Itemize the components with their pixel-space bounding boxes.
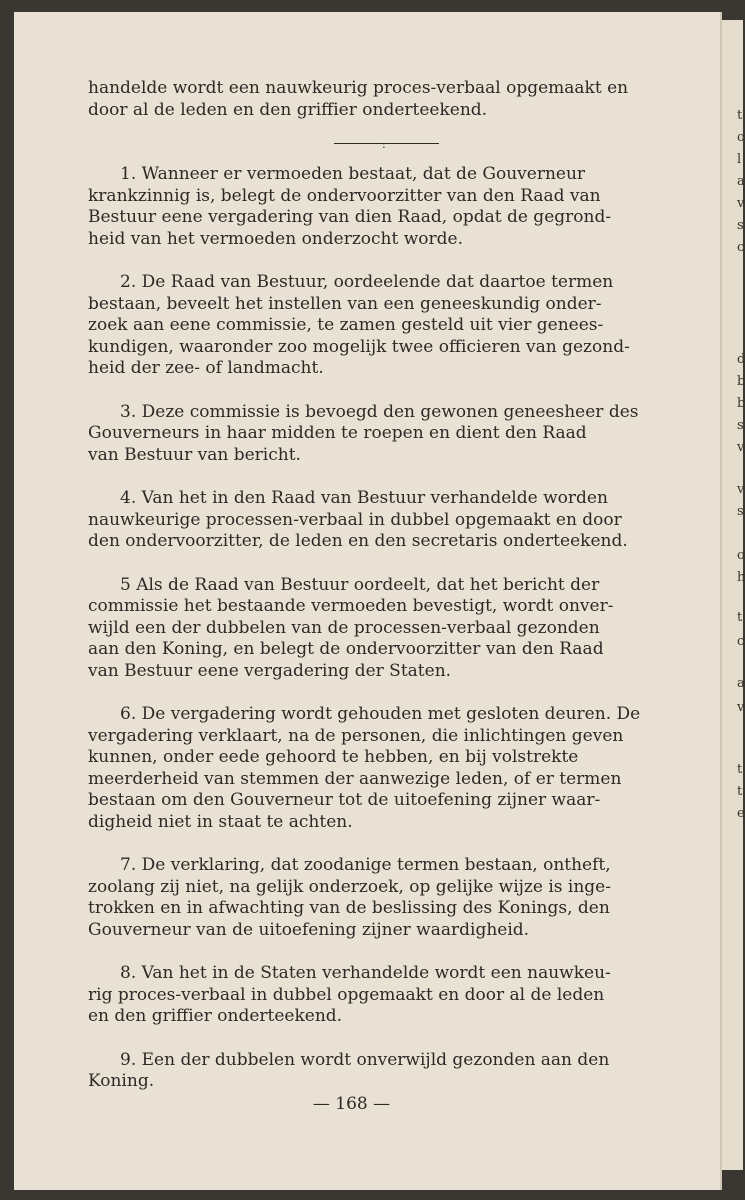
text-line: 2. De Raad van Bestuur, oordeelende dat daartoe termen	[120, 272, 614, 292]
edge-letter: d	[737, 352, 745, 367]
text-line: 3. Deze commissie is bevoegd den gewonen geneesheer des	[120, 401, 639, 422]
article-paragraph	[88, 855, 698, 941]
text-line: heid van het vermoeden onderzocht worde.	[88, 228, 463, 249]
text-line: 7. De verklaring, dat zoodanige termen bestaan, ontheft,	[120, 855, 611, 875]
text-line: zoolang zij niet, na gelijk onderzoek, op gelijke wijze is inge-	[88, 876, 611, 897]
text-line: commissie het bestaande vermoeden bevestigt, wordt onver-	[88, 596, 614, 616]
edge-letter: l	[737, 152, 742, 167]
text-line: trokken en in afwachting van de beslissing des Konings, den	[88, 898, 610, 918]
text-line: krankzinnig is, belegt de ondervoorzitter van den Raad van	[88, 185, 601, 206]
text-line: Koning.	[88, 1071, 155, 1091]
text-line: 6. De vergadering wordt gehouden met gesloten deuren. De	[120, 704, 641, 724]
edge-letter: v	[737, 700, 745, 715]
page-footer	[0, 1094, 743, 1114]
article-paragraph	[88, 402, 698, 467]
edge-letter: o	[737, 130, 745, 145]
edge-letter: v	[737, 196, 745, 211]
article-paragraph	[88, 575, 698, 683]
edge-letter: v	[737, 482, 745, 497]
article-paragraph	[88, 704, 698, 833]
article-paragraph	[88, 488, 698, 553]
text-line: wijld een der dubbelen van de processen-verbaal gezonden	[88, 617, 600, 638]
text-line: digheid niet in staat te achten.	[88, 811, 353, 832]
text-line: rig proces-verbaal in dubbel opgemaakt en door al de leden	[88, 984, 605, 1005]
edge-letter: b	[737, 396, 745, 411]
text-line: vergadering verklaart, na de personen, die inlichtingen geven	[88, 725, 624, 746]
text-line: kundigen, waaronder zoo mogelijk twee officieren van gezond-	[88, 336, 630, 357]
page-text	[88, 78, 698, 1115]
edge-letter: s	[737, 418, 744, 433]
text-line: den ondervoorzitter, de leden en den secretaris onderteekend.	[88, 531, 628, 551]
edge-letter: h	[737, 570, 745, 585]
text-line: Bestuur eene vergadering van dien Raad, opdat de gegrond-	[88, 207, 612, 227]
text-line: bestaan, beveelt het instellen van een geneeskundig onder-	[88, 293, 602, 314]
edge-letter: b	[737, 374, 745, 389]
text-line: van Bestuur van bericht.	[88, 444, 301, 465]
edge-letter: a	[737, 676, 745, 691]
article-paragraph	[88, 164, 698, 250]
edge-letter: c	[737, 634, 745, 649]
text-line: 1. Wanneer er vermoeden bestaat, dat de Gouverneur	[120, 164, 586, 184]
edge-letter: t	[737, 762, 743, 777]
article-paragraph	[88, 272, 698, 380]
article-paragraph	[88, 963, 698, 1028]
edge-letter: t	[737, 784, 743, 799]
text-line: kunnen, onder eede gehoord te hebben, en bij volstrekte	[88, 747, 579, 767]
text-line: heid der zee- of landmacht.	[88, 358, 324, 378]
intro-paragraph	[88, 78, 698, 121]
text-line: handelde wordt een nauwkeurig proces-verbaal opgemaakt en	[88, 78, 629, 98]
text-line: 5 Als de Raad van Bestuur oordeelt, dat het bericht der	[120, 574, 600, 595]
text-line: meerderheid van stemmen der aanwezige leden, of er termen	[88, 768, 622, 789]
text-line: door al de leden en den griffier onderteekend.	[88, 99, 488, 120]
divider-mark: :	[382, 138, 386, 151]
edge-letter: o	[737, 548, 745, 563]
edge-letter: s	[737, 504, 744, 519]
text-line: aan den Koning, en belegt de ondervoorzitter van den Raad	[88, 639, 604, 659]
numbered-articles	[88, 164, 698, 1093]
text-line: bestaan om den Gouverneur tot de uitoefening zijner waar-	[88, 790, 601, 810]
adjacent-page-edge	[722, 20, 743, 1170]
text-line: en den griffier onderteekend.	[88, 1006, 343, 1026]
page-number: — 168 —	[312, 1094, 391, 1114]
edge-letter: s	[737, 218, 744, 233]
article-paragraph	[88, 1050, 698, 1093]
text-line: 9. Een der dubbelen wordt onverwijld gezonden aan den	[120, 1049, 610, 1070]
edge-letter: t	[737, 610, 743, 625]
edge-letter: e	[737, 806, 745, 821]
edge-letter: a	[737, 174, 745, 189]
text-line: van Bestuur eene vergadering der Staten.	[88, 660, 452, 681]
text-line: nauwkeurige processen-verbaal in dubbel opgemaakt en door	[88, 509, 622, 530]
edge-letter: c	[737, 240, 745, 255]
section-divider	[334, 138, 439, 151]
text-line: zoek aan eene commissie, te zamen gesteld uit vier genees-	[88, 315, 604, 335]
text-line: 4. Van het in den Raad van Bestuur verhandelde worden	[120, 488, 608, 508]
text-line: Gouverneurs in haar midden te roepen en dient den Raad	[88, 423, 587, 443]
edge-letter: v	[737, 440, 745, 455]
text-line: Gouverneur van de uitoefening zijner waardigheid.	[88, 919, 530, 940]
edge-letter: t	[737, 108, 743, 123]
text-line: 8. Van het in de Staten verhandelde wordt een nauwkeu-	[120, 963, 611, 983]
